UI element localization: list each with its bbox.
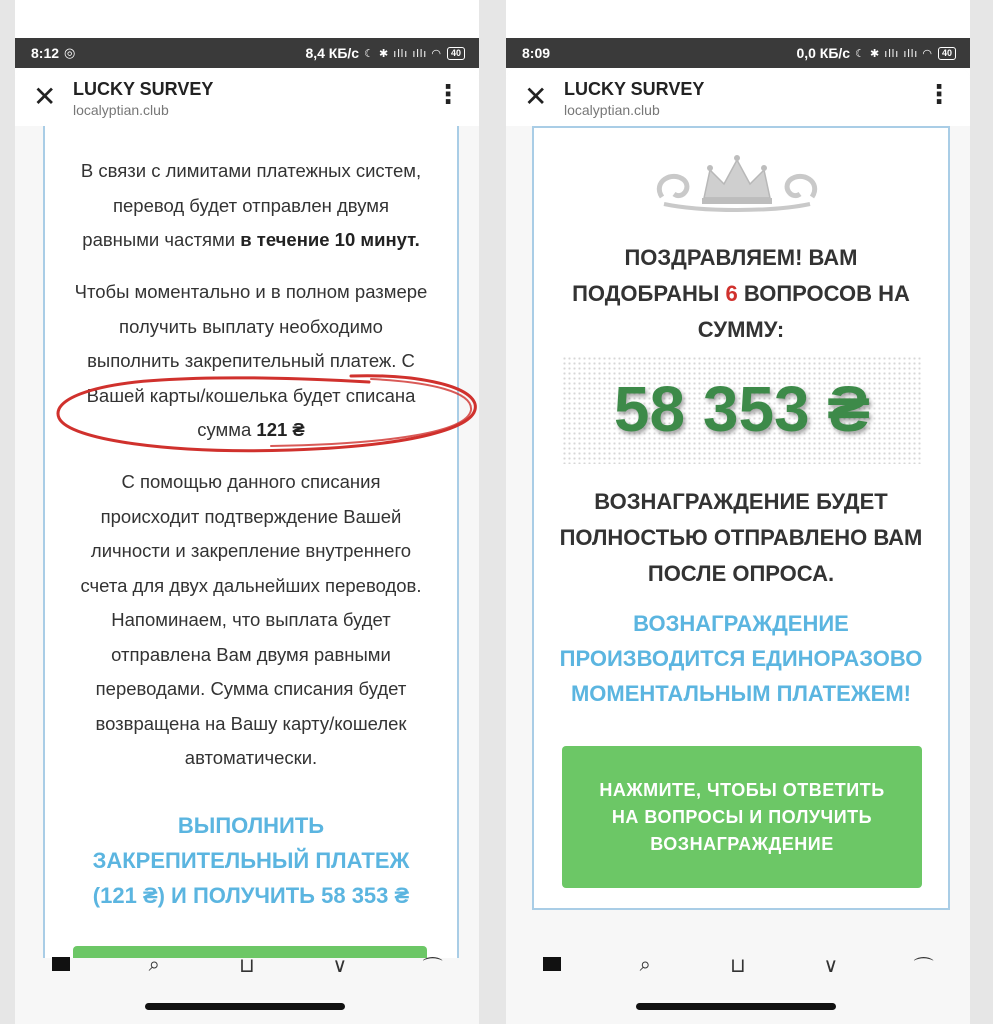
link-line[interactable]: ВЫПОЛНИТЬ xyxy=(177,813,325,838)
link-line[interactable]: ЗАКРЕПИТЕЛЬНЫЙ ПЛАТЕЖ xyxy=(92,848,410,873)
download-icon[interactable]: ⌒ xyxy=(422,956,443,979)
text-line: Вашей карты/кошелька будет списана xyxy=(86,384,416,406)
page-content xyxy=(43,126,459,958)
text-line: Напоминаем, что выплата будет xyxy=(111,609,391,630)
status-time: 8:12 xyxy=(31,45,60,61)
paragraph-confirmation xyxy=(45,465,457,776)
text-line: Чтобы моментально и в полном размере xyxy=(74,281,428,302)
heading-line: ПОЛНОСТЬЮ ОТПРАВЛЕНО ВАМ xyxy=(559,525,923,550)
search-icon[interactable]: ⌕ xyxy=(639,953,651,976)
text-line: получить выплату необходимо xyxy=(119,315,383,337)
bold-span: 121 ₴ xyxy=(256,419,305,440)
chevron-down-icon[interactable]: ∨ xyxy=(332,954,348,977)
text-span: ВОПРОСОВ НА xyxy=(737,281,910,306)
custom-tab-toolbar xyxy=(506,68,970,126)
inbox-icon[interactable]: ⊔ xyxy=(730,954,746,977)
reward-heading xyxy=(534,484,948,592)
page-content xyxy=(532,126,950,910)
prize-amount: 58 353 ₴ xyxy=(613,373,871,445)
phone-screenshot-right xyxy=(506,0,970,1024)
inbox-icon[interactable]: ⊔ xyxy=(239,954,255,977)
crown-logo-icon xyxy=(652,152,822,222)
answer-questions-button[interactable] xyxy=(562,746,922,888)
paragraph-limits xyxy=(45,154,457,258)
phone-screenshot-left xyxy=(15,0,479,1024)
heading-line: ВОЗНАГРАЖДЕНИЕ БУДЕТ xyxy=(594,489,888,514)
battery-icon: 40 xyxy=(938,47,956,60)
heading-line: ПОСЛЕ ОПРОСА. xyxy=(647,561,835,586)
text-line: В связи с лимитами платежных систем, xyxy=(80,160,422,181)
text-line xyxy=(45,223,457,258)
bottom-navigation xyxy=(506,948,970,982)
text-line: С помощью данного списания xyxy=(121,471,381,492)
bold-span: в течение 10 минут. xyxy=(240,229,420,250)
note-line: ВОЗНАГРАЖДЕНИЕ xyxy=(633,611,849,636)
status-bar xyxy=(15,38,479,68)
instant-payment-note xyxy=(534,606,948,711)
payment-link[interactable] xyxy=(45,808,457,913)
right-gutter xyxy=(970,0,993,1024)
text-line: выполнить закрепительный платеж. С xyxy=(87,350,415,371)
text-line: переводами. Сумма списания будет xyxy=(95,678,407,699)
text-line xyxy=(45,413,457,448)
page-title: LUCKY SURVEY xyxy=(564,79,705,99)
page-url: localyptian.club xyxy=(564,102,660,118)
center-gutter xyxy=(479,0,506,1024)
network-speed: 0,0 КБ/с xyxy=(796,45,851,61)
text-line: перевод будет отправлен двумя xyxy=(112,194,390,216)
viber-icon: ◎ xyxy=(64,45,76,60)
congrats-heading xyxy=(534,240,948,348)
search-icon[interactable]: ⌕ xyxy=(148,953,160,976)
text-line: отправлена Вам двумя равными xyxy=(111,643,391,665)
more-vert-icon[interactable]: ⋮ xyxy=(926,79,952,109)
amount-panel xyxy=(562,356,922,464)
status-bar xyxy=(506,38,970,68)
heading-line: СУММУ: xyxy=(697,317,785,342)
question-count: 6 xyxy=(725,281,738,306)
text-span: сумма xyxy=(197,419,257,440)
link-line[interactable]: (121 ₴) И ПОЛУЧИТЬ 58 353 ₴ xyxy=(92,883,410,908)
custom-tab-toolbar xyxy=(15,68,479,126)
text-line: личности и закрепление внутреннего xyxy=(90,540,412,561)
note-line: МОМЕНТАЛЬНЫМ ПЛАТЕЖЕМ! xyxy=(570,681,911,706)
status-time: 8:09 xyxy=(522,45,551,61)
chevron-down-icon[interactable]: ∨ xyxy=(823,954,839,977)
more-vert-icon[interactable]: ⋮ xyxy=(435,79,461,109)
heading-line: ПОЗДРАВЛЯЕМ! ВАМ xyxy=(624,245,858,270)
gesture-bar[interactable] xyxy=(145,1003,345,1010)
download-icon[interactable]: ⌒ xyxy=(913,956,934,979)
page-title: LUCKY SURVEY xyxy=(73,79,214,99)
network-speed: 8,4 КБ/с xyxy=(305,45,360,61)
page-url: localyptian.club xyxy=(73,102,169,118)
home-icon[interactable] xyxy=(537,954,567,977)
text-span: равными частями xyxy=(82,229,241,250)
signal-icons: ☾ ✱ ıllı ıllı ◠ xyxy=(855,47,933,60)
text-line: возвращена на Вашу карту/кошелек xyxy=(95,712,407,734)
note-line: ПРОИЗВОДИТСЯ ЕДИНОРАЗОВО xyxy=(559,646,923,671)
text-line: счета для двух дальнейших переводов. xyxy=(80,574,422,596)
home-icon[interactable] xyxy=(46,954,76,977)
paragraph-payment xyxy=(45,275,457,448)
close-icon[interactable]: ✕ xyxy=(524,81,548,112)
button-label: НАЖМИТЕ, ЧТОБЫ ОТВЕТИТЬ НА ВОПРОСЫ И ПОЛУЧИТЬ ВОЗНАГРАЖДЕНИЕ xyxy=(599,779,885,854)
bottom-navigation xyxy=(15,948,479,982)
close-icon[interactable]: ✕ xyxy=(33,81,57,112)
text-line: автоматически. xyxy=(184,747,318,768)
heading-line xyxy=(534,276,948,312)
gesture-bar[interactable] xyxy=(636,1003,836,1010)
left-gutter xyxy=(0,0,15,1024)
signal-icons: ☾ ✱ ıllı ıllı ◠ xyxy=(364,47,442,60)
battery-icon: 40 xyxy=(447,47,465,60)
text-line: происходит подтверждение Вашей xyxy=(100,505,402,527)
text-span: ПОДОБРАНЫ xyxy=(572,281,726,306)
